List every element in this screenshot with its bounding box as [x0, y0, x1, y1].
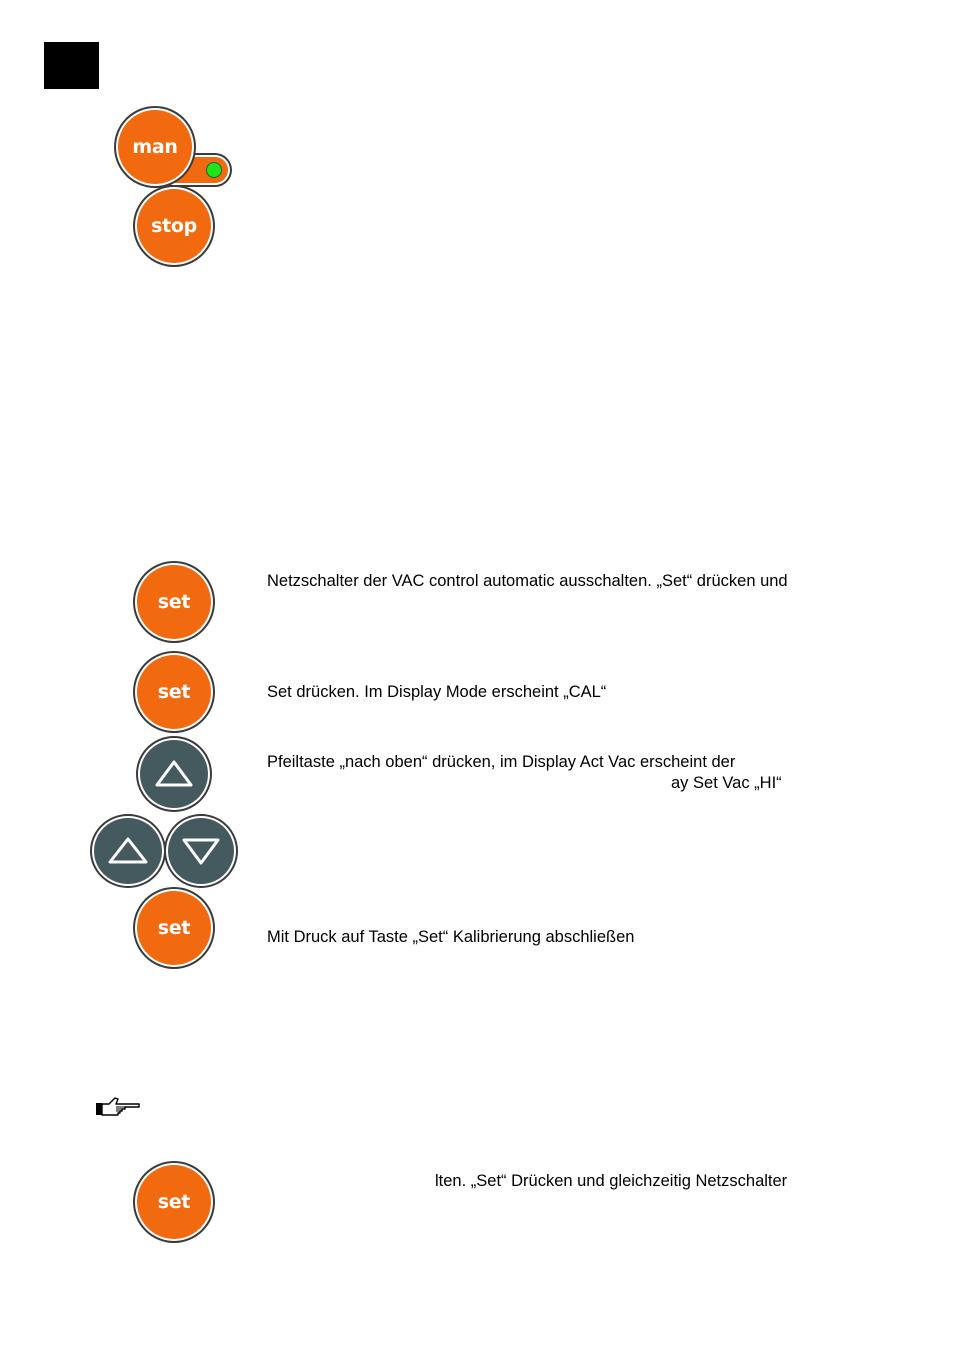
step-3-text-line-1: Pfeiltaste „nach oben“ drücken, im Display Act Vac erscheint der — [267, 753, 736, 771]
set-button-4[interactable] — [137, 1165, 211, 1239]
page-marker — [44, 42, 99, 89]
step-5-text: lten. „Set“ Drücken und gleichzeitig Netzschalter — [435, 1172, 788, 1190]
arrow-up-button[interactable] — [140, 740, 208, 808]
set-button-label: set — [157, 591, 191, 613]
arrow-up-icon — [154, 759, 194, 789]
man-button-label: man — [132, 136, 178, 158]
arrow-up-button-2[interactable] — [94, 818, 162, 884]
arrow-down-button[interactable] — [168, 818, 234, 884]
set-button-2[interactable] — [137, 655, 211, 729]
step-3-text-line-2: ay Set Vac „HI“ — [671, 774, 782, 792]
set-button-label: set — [157, 681, 191, 703]
step-2-text: Set drücken. Im Display Mode erscheint „CAL“ — [267, 683, 607, 701]
set-button-1[interactable] — [137, 565, 211, 639]
arrow-up-icon — [107, 836, 149, 866]
set-button-label: set — [157, 1191, 191, 1213]
pointing-hand-icon — [95, 1096, 141, 1118]
stop-button[interactable] — [137, 189, 211, 263]
step-4-text: Mit Druck auf Taste „Set“ Kalibrierung abschließen — [267, 928, 635, 946]
arrow-down-icon — [181, 836, 221, 866]
set-button-3[interactable] — [137, 891, 211, 965]
stop-button-label: stop — [151, 215, 197, 237]
step-1-text: Netzschalter der VAC control automatic ausschalten. „Set“ drücken und — [267, 572, 788, 590]
man-button[interactable] — [118, 110, 192, 184]
set-button-label: set — [157, 917, 191, 939]
status-led — [206, 162, 222, 178]
